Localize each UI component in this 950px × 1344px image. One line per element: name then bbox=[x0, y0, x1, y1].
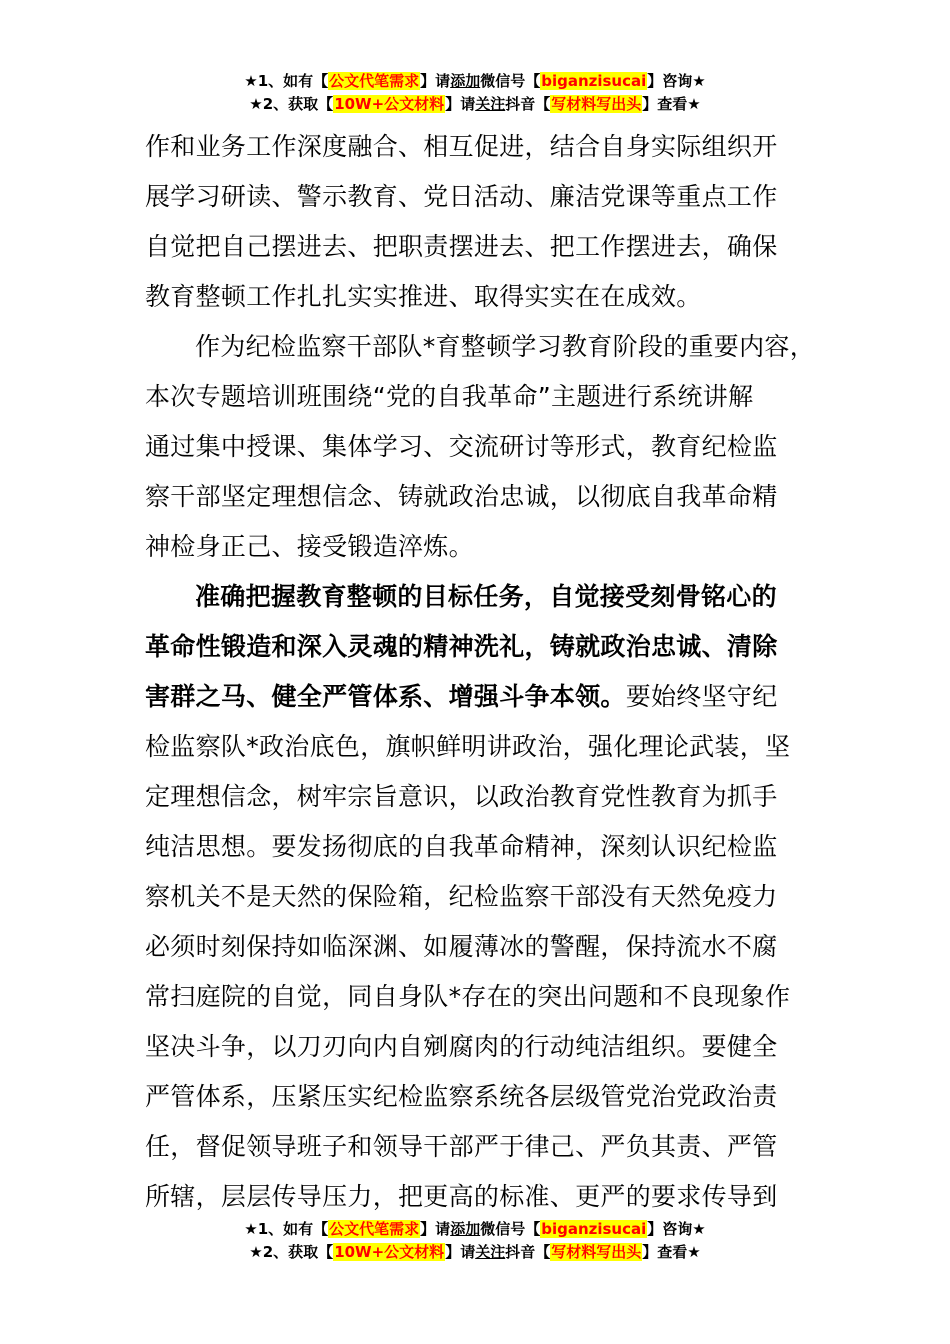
highlight-wechat-id: biganzisucai bbox=[541, 1220, 647, 1238]
underlined-text: 关注 bbox=[475, 95, 506, 113]
body-line: 神检身正己、接受锻造淬炼。 bbox=[145, 532, 474, 561]
banner-text: 】查看★ bbox=[642, 1243, 701, 1261]
body-line: 作为纪检监察干部队*育整顿学习教育阶段的重要内容， bbox=[195, 332, 816, 361]
body-line: 必须时刻保持如临深渊、如履薄冰的警醒，保持流水不腐 bbox=[145, 932, 778, 961]
highlight-text: 10W+公文材料 bbox=[334, 95, 445, 113]
banner-text: 抖音【 bbox=[505, 95, 551, 113]
highlight-text: 10W+公文材料 bbox=[334, 1243, 445, 1261]
banner-text: ★2、获取【 bbox=[249, 1243, 334, 1261]
body-line: 纯洁思想。要发扬彻底的自我革命精神，深刻认识纪检监 bbox=[145, 832, 778, 861]
banner-text: 】咨询★ bbox=[647, 1220, 706, 1238]
banner-line-1 bbox=[0, 1218, 950, 1241]
banner-line-2 bbox=[0, 1241, 950, 1264]
body-line: 通过集中授课、集体学习、交流研讨等形式，教育纪检监 bbox=[145, 432, 778, 461]
body-line: 作和业务工作深度融合、相互促进，结合自身实际组织开 bbox=[145, 132, 778, 161]
bold-line: 准确把握教育整顿的目标任务，自觉接受刻骨铭心的 bbox=[195, 582, 777, 611]
body-line: 定理想信念，树牢宗旨意识，以政治教育党性教育为抓手 bbox=[145, 782, 778, 811]
highlight-wechat-id: biganzisucai bbox=[541, 72, 647, 90]
banner-text: 】请 bbox=[445, 95, 476, 113]
highlight-text: 公文代笔需求 bbox=[329, 1220, 420, 1238]
body-line: 教育整顿工作扎扎实实推进、取得实实在在成效。 bbox=[145, 282, 702, 311]
body-line: 自觉把自己摆进去、把职责摆进去、把工作摆进去，确保 bbox=[145, 232, 778, 261]
document-body bbox=[145, 122, 816, 1222]
body-line: 严管体系，压紧压实纪检监察系统各层级管党治党政治责 bbox=[145, 1082, 778, 1111]
underlined-text: 添加 bbox=[450, 1220, 481, 1238]
bold-segment: 害群之马、健全严管体系、增强斗争本领。 bbox=[145, 682, 626, 711]
body-line: 常扫庭院的自觉，同自身队*存在的突出问题和不良现象作 bbox=[145, 982, 791, 1011]
banner-text: ★2、获取【 bbox=[249, 95, 334, 113]
underlined-text: 关注 bbox=[475, 1243, 506, 1261]
banner-text: 】请 bbox=[420, 72, 451, 90]
body-line: 所辖，层层传导压力，把更高的标准、更严的要求传导到 bbox=[145, 1182, 778, 1211]
body-line: 任，督促领导班子和领导干部严于律己、严负其责、严管 bbox=[145, 1132, 778, 1161]
banner-text: 】查看★ bbox=[642, 95, 701, 113]
highlight-text: 公文代笔需求 bbox=[329, 72, 420, 90]
body-line: 检监察队*政治底色，旗帜鲜明讲政治，强化理论武装，坚 bbox=[145, 732, 791, 761]
banner-text: 】请 bbox=[420, 1220, 451, 1238]
underlined-text: 添加 bbox=[450, 72, 481, 90]
header-banner bbox=[0, 70, 950, 116]
banner-line-2 bbox=[0, 93, 950, 116]
body-line: 察干部坚定理想信念、铸就政治忠诚，以彻底自我革命精 bbox=[145, 482, 778, 511]
banner-text: 】请 bbox=[445, 1243, 476, 1261]
footer-banner bbox=[0, 1218, 950, 1264]
banner-text: 微信号【 bbox=[480, 1220, 541, 1238]
body-line: 展学习研读、警示教育、党日活动、廉洁党课等重点工作 bbox=[145, 182, 778, 211]
banner-text: ★1、如有【 bbox=[244, 72, 329, 90]
banner-text: 微信号【 bbox=[480, 72, 541, 90]
highlight-douyin-id: 写材料写出头 bbox=[551, 95, 642, 113]
normal-segment: 要始终坚守纪 bbox=[625, 682, 778, 711]
mixed-line bbox=[145, 672, 810, 722]
body-line: 察机关不是天然的保险箱，纪检监察干部没有天然免疫力 bbox=[145, 882, 778, 911]
highlight-douyin-id: 写材料写出头 bbox=[551, 1243, 642, 1261]
banner-text: ★1、如有【 bbox=[244, 1220, 329, 1238]
bold-line: 革命性锻造和深入灵魂的精神洗礼，铸就政治忠诚、清除 bbox=[145, 632, 778, 661]
banner-text: 抖音【 bbox=[505, 1243, 551, 1261]
banner-text: 】咨询★ bbox=[647, 72, 706, 90]
body-line: 本次专题培训班围绕“党的自我革命”主题进行系统讲解 bbox=[145, 382, 754, 411]
body-line: 坚决斗争，以刀刃向内自剜腐肉的行动纯洁组织。要健全 bbox=[145, 1032, 778, 1061]
banner-line-1 bbox=[0, 70, 950, 93]
